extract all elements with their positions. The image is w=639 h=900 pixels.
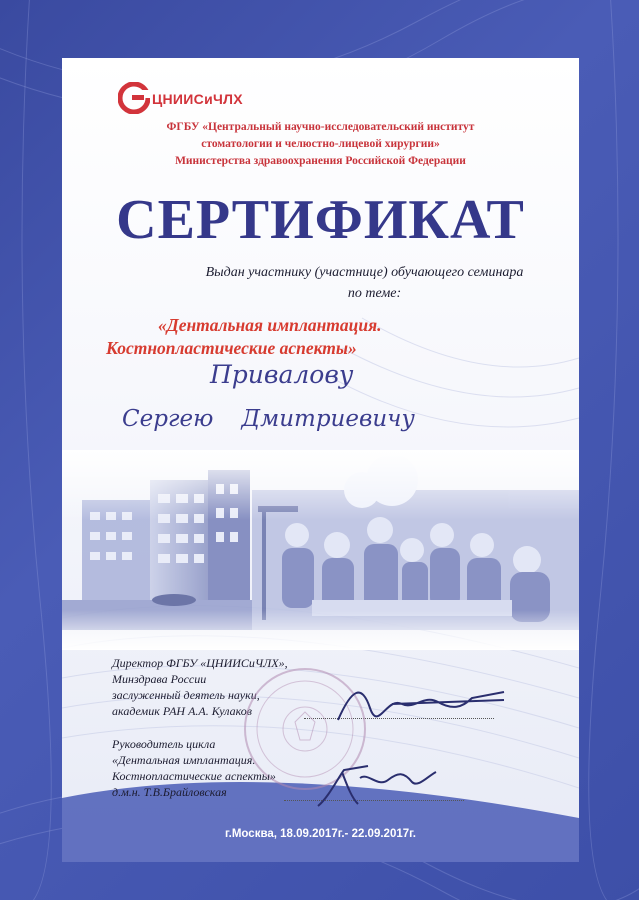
- logo-text: ЦНИИСиЧЛХ: [152, 91, 243, 107]
- director-line-1: Директор ФГБУ «ЦНИИСиЧЛХ»,: [112, 656, 288, 670]
- director-line-3: заслуженный деятель науки,: [112, 688, 260, 702]
- seminar-topic: [106, 314, 382, 360]
- issued-text: [62, 262, 579, 304]
- certificate-paper: [62, 58, 579, 862]
- issued-line-1: Выдан участнику (участнице) обучающего семинара: [205, 265, 524, 280]
- director-line-2: Минздрава России: [112, 672, 207, 686]
- cycle-head-line-4: д.м.н. Т.В.Брайловская: [112, 785, 227, 799]
- institute-logo-icon: [118, 82, 150, 114]
- cycle-head-block: [112, 736, 276, 800]
- recipient-first-name: Сергею: [122, 406, 214, 432]
- director-signature: [332, 678, 512, 728]
- organization-name: [62, 119, 579, 170]
- organization-line-3: Министерства здравоохранения Российской Федерации: [175, 155, 466, 167]
- topic-line-2: Костнопластические аспекты»: [106, 338, 357, 358]
- cycle-head-line-3: Костнопластические аспекты»: [112, 769, 276, 783]
- certificate-title: СЕРТИФИКАТ: [116, 189, 525, 251]
- cycle-head-line-2: «Дентальная имплантация.: [112, 753, 256, 767]
- clinic-collage-image: [62, 450, 579, 650]
- place-and-date: г.Москва, 18.09.2017г.- 22.09.2017г.: [225, 828, 416, 840]
- organization-line-2: стоматологии и челюстно-лицевой хирургии»: [201, 138, 440, 150]
- recipient-patronymic: Дмитриевичу: [241, 406, 415, 432]
- issued-line-2: по теме:: [347, 286, 402, 301]
- organization-line-1: ФГБУ «Центральный научно-исследовательский институт: [166, 121, 475, 133]
- institute-logo: [118, 82, 318, 122]
- recipient-surname: Привалову: [210, 360, 354, 389]
- cycle-head-line-1: Руководитель цикла: [112, 737, 216, 751]
- director-line-4: академик РАН А.А. Кулаков: [112, 704, 252, 718]
- cycle-head-signature: [308, 758, 448, 814]
- recipient-names: [122, 406, 415, 432]
- topic-line-1: «Дентальная имплантация.: [158, 315, 382, 335]
